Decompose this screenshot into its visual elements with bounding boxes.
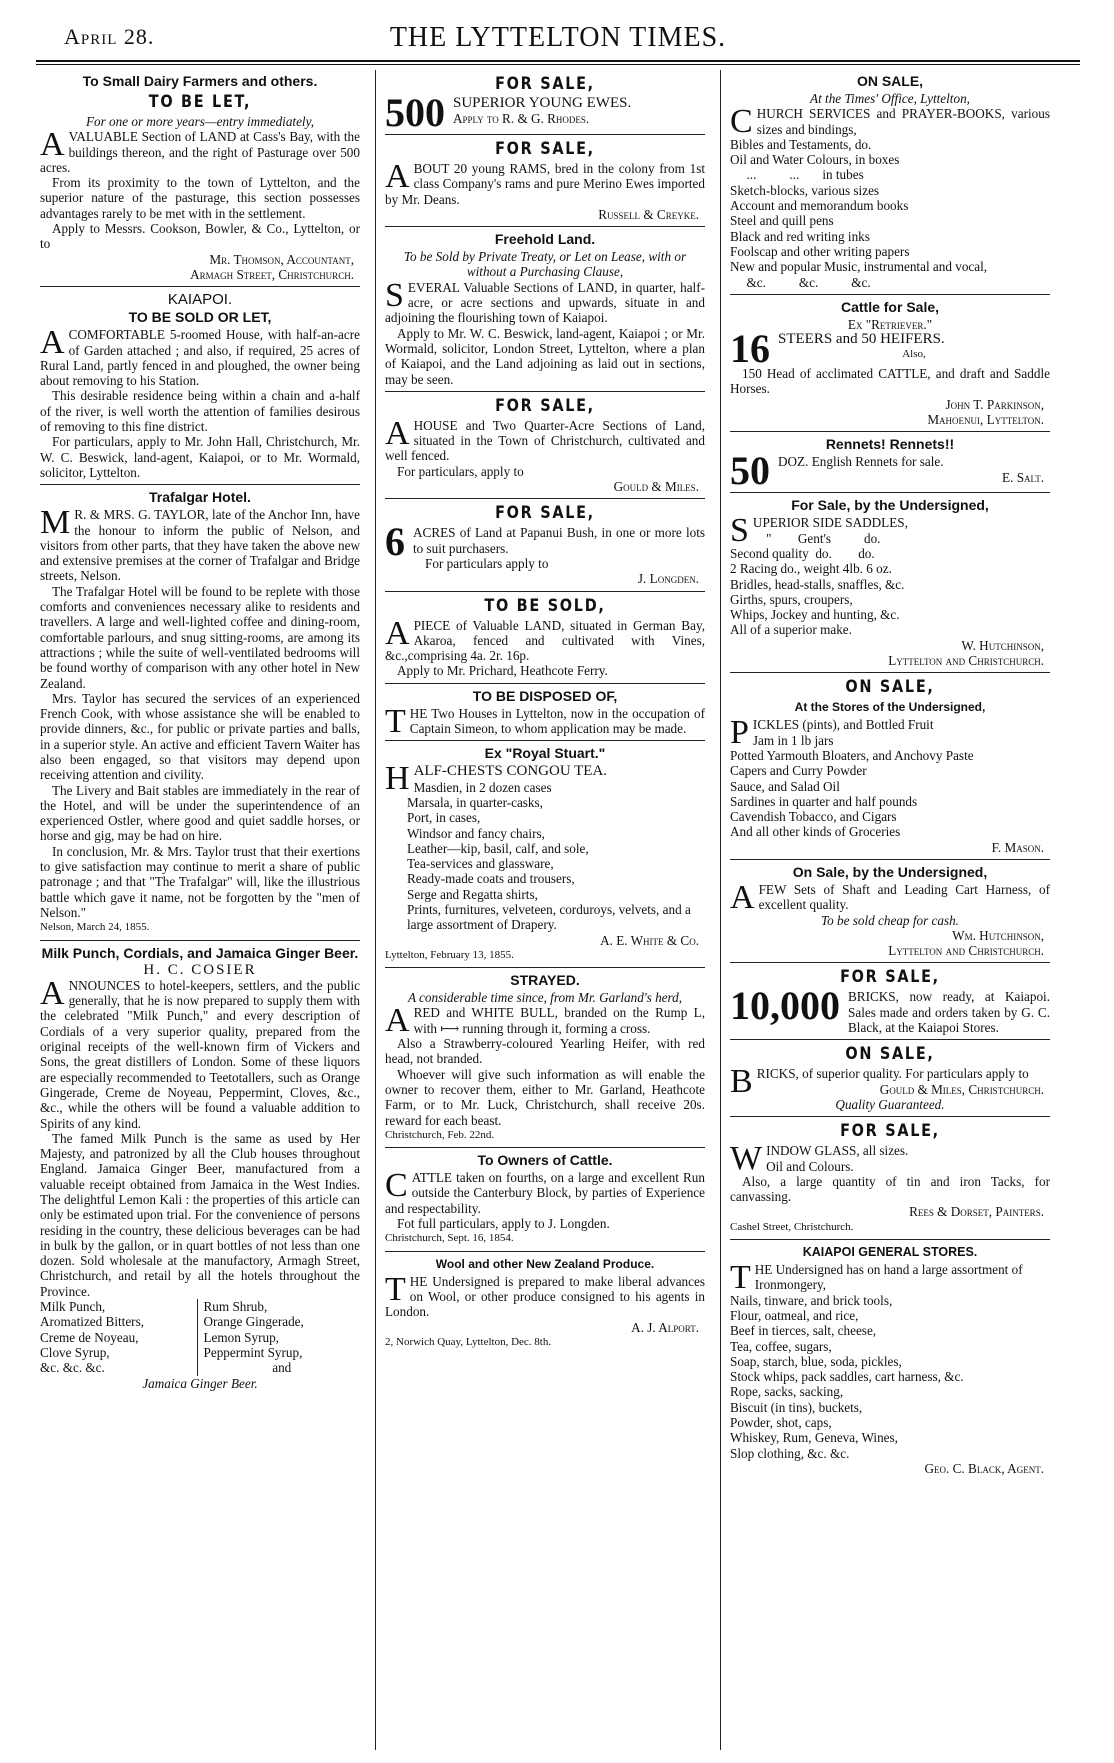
list-item: Potted Yarmouth Bloaters, and Anchovy Paste [730,747,974,763]
ad-text: RED and WHITE BULL, branded on the Rump L, with ⟼ running through it, forming a cross. [413,1005,705,1036]
ad-number: 500 [385,90,445,135]
ad-heading: FOR SALE, [495,395,595,416]
list-item: Foolscap and other writing papers [730,243,910,259]
ad-dateline: Lyttelton, February 13, 1855. [385,948,514,961]
ad-text: Whoever will give such information as will enable the owner to recover them, either to Mr. Garland, Heathcote Farm, or to Mr. Luck, Christchurch, shall receive 20s. reward for each beast. [385,1066,705,1128]
ad-text: 150 Head of acclimated CATTLE, and draft and Saddle Horses. [730,366,1050,397]
drop-cap: A [730,878,755,916]
ad-text: The Livery and Bait stables are immediately in the rear of the Hotel, and will be under the superintendence of an experienced Ostler, where good and quiet saddle horses, or horse and gig, may be had on hire. [40,782,360,844]
list-item: Masdien, in 2 dozen cases [413,779,552,795]
ad-signature: E. Salt. [1002,469,1044,485]
ad-times-office [730,73,1050,290]
ad-text: COMFORTABLE 5-roomed House, with half-an-acre of Garden attached ; and also, if required, 25 acres of Rural Land, partly fenced in and ploughed, the owner being about removing to his Station. [40,327,360,389]
ad-title: To Owners of Cattle. [477,1152,613,1169]
drop-cap: S [385,276,404,314]
drop-cap: C [730,103,753,141]
drop-cap: B [730,1063,753,1101]
list-item: Capers and Curry Powder [730,763,867,779]
ad-title: Rennets! Rennets!! [825,436,955,453]
ad-text: Fot full particulars, apply to J. Longden. [397,1216,610,1232]
column-rule [720,70,721,1750]
ad-title: Cattle for Sale, [840,298,940,315]
ad-freehold-land [385,231,705,387]
drop-cap: A [385,158,410,195]
list-item: Flour, oatmeal, and rice, [730,1307,859,1323]
ad-title: For Sale, by the Undersigned, [791,497,989,514]
ad-disposed [385,687,705,740]
ad-text: The Trafalgar Hotel will be found to be replete with those comforts and conveniences necessary alike to residents and travellers. A large and well-lighted coffee and dining-room, comfortable parlours, and snug sitting-rooms, are among its attractions ; while the suite of well-ventilated bedrooms will be found worthy of comparison with any other hotel in New Zealand. [40,583,360,691]
list-item: Sauce, and Salad Oil [730,778,840,794]
goods-list [730,733,1050,840]
list-item: Sardines in quarter and half pounds [730,793,918,809]
list-item: Nails, tinware, and brick tools, [730,1292,893,1308]
ad-signature: F. Mason. [991,839,1044,855]
list-item: Jam in 1 lb jars [752,732,834,748]
ad-text: ACRES of Land at Papanui Bush, in one or more lots to suit purchasers. [413,525,705,556]
drop-cap: A [40,324,65,362]
list-item: Oil and Water Colours, in boxes [730,152,900,168]
ad-heading: FOR SALE, [495,74,595,94]
list-item: All of a superior make. [730,622,852,638]
list-item: Girths, spurs, croupers, [730,591,853,607]
ad-sub: At the Stores of the Undersigned, [794,700,986,715]
list-item: 2 Racing do., weight 4lb. 6 oz. [730,561,892,577]
ad-text: The famed Milk Punch is the same as used by Her Majesty, and patronized by all the Club houses throughout England. Jamaica Ginger Beer, manufactured from a valuable receipt obtained from Jamaica in the West Indies. The delightful Lemon Kali : the properties of this article can only be estimated upon trial. For the convenience of persons residing in the country, these delicious beverages can be had in bulk by the gallon, or in quart bottles of not less than one dozen. Sold wholesale at the manufactory, Armagh Street, Christchurch, and retail by all the hotels throughout the Province. [40,1130,360,1299]
ad-title: KAIAPOI. [167,291,233,309]
list-item: Tea, coffee, sugars, [730,1338,832,1354]
ad-kaiapoi-stores [730,1244,1050,1476]
ad-number: 16 [730,326,770,372]
ad-text: Apply to R. & G. Rhodes. [453,111,590,127]
ad-dateline: Nelson, March 24, 1855. [40,921,150,934]
list-item: Ready-made coats and trousers, [407,871,575,887]
issue-date: April 28. [64,24,155,49]
ad-text: HURCH SERVICES and PRAYER-BOOKS, various sizes and bindings, [756,106,1050,137]
ad-italic: At the Times' Office, Lyttelton, [810,91,970,106]
list-item: Milk Punch, [40,1299,106,1315]
ad-text: HE Two Houses in Lyttelton, now in the occupation of Captain Simeon, to whom application may be made. [409,705,705,737]
ad-signature: Lyttelton and Christchurch. [888,653,1044,669]
ad-sub: Ex "Retriever." [847,316,933,332]
list-item: ... ... in tubes [730,167,864,183]
list-item: And all other kinds of Groceries [730,824,901,840]
ad-text: Also, a large quantity of tin and iron Tacks, for canvassing. [730,1173,1050,1205]
ad-heading: ON SALE, [856,73,924,89]
list-item: &c. &c. &c. [40,1360,105,1376]
drop-cap: A [385,1002,410,1040]
ad-italic: A considerable time since, from Mr. Garland's herd, [407,990,683,1006]
ad-text: HE Undersigned has on hand a large assortment of [754,1262,1023,1278]
ad-rams [385,139,705,222]
drop-cap: C [385,1167,408,1205]
ad-wool [385,1256,705,1350]
ad-heading: FOR SALE, [495,503,595,524]
ad-signature: John T. Parkinson, [945,396,1044,412]
ad-title: Wool and other New Zealand Produce. [435,1256,655,1271]
drop-cap: P [730,714,749,752]
ad-heading: TO BE SOLD OR LET, [128,309,272,326]
ad-dateline: Christchurch, Sept. 16, 1854. [385,1232,514,1245]
list-item: Second quality do. do. [730,545,875,561]
ad-title: Ex "Royal Stuart." [484,745,606,762]
ad-text: ATTLE taken on fourths, on a large and excellent Run outside the Canterbury Block, by parties of Experience and respectability. [385,1170,705,1216]
ad-signature: Armagh Street, Christchurch. [190,266,354,282]
list-item: Rope, sacks, sacking, [730,1384,844,1400]
ad-signature: Mr. Thomson, Accountant, [209,251,354,267]
ad-title: KAIAPOI GENERAL STORES. [802,1245,978,1260]
ad-text: DOZ. English Rennets for sale. [778,454,944,470]
ad-number: 10,000 [730,983,840,1029]
ad-heading: STRAYED. [510,972,580,989]
list-item: Sketch-blocks, various sizes [730,182,880,198]
goods-list [730,531,1050,638]
list-item: Prints, furnitures, velveteen, corduroys, velvets, and a large assortment of Drapery. [407,901,691,933]
ad-acres [385,503,705,586]
drop-cap: H [385,760,410,798]
masthead-rule [36,60,1080,62]
ad-text: UPERIOR SIDE SADDLES, [752,515,908,531]
ad-italic: Quality Guaranteed. [835,1096,945,1112]
ad-signature: Lyttelton and Christchurch. [888,943,1044,959]
ad-text: ICKLES (pints), and Bottled Fruit [752,717,934,733]
list-item: and [272,1360,292,1376]
list-item: &c. &c. &c. [730,274,871,290]
ad-text: RICKS, of superior quality. For particulars apply to [756,1066,1029,1082]
list-item: Creme de Noyeau, [40,1329,139,1345]
goods-list [730,137,1050,290]
ad-text: Apply to Mr. Prichard, Heathcote Ferry. [397,663,608,679]
column-3 [730,72,1050,1476]
column-2 [385,72,705,1350]
list-item: Beef in tierces, salt, cheese, [730,1323,877,1339]
ad-harness [730,864,1050,958]
ad-text: BRICKS, now ready, at Kaiapoi. Sales made and orders taken by G. C. Black, at the Kaiapoi Stores. [848,989,1050,1036]
ad-text: From its proximity to the town of Lyttelton, and the superior nature of the pasturage, this section possesses advantages rarely to be met with in the settlement. [40,175,360,221]
ad-text: Also a Strawberry-coloured Yearling Heifer, with red head, not branded. [385,1036,705,1067]
ad-text: This desirable residence being within a chain and a-half of the river, is well worth the attention of families desirous of removing to this fine district. [40,388,360,435]
list-item: Slop clothing, &c. &c. [730,1445,850,1461]
ad-pickles [730,677,1050,855]
ad-italic: To be Sold by Private Treaty, or Let on Lease, with or without a Purchasing Clause, [403,249,687,280]
ad-text: For particulars, apply to Mr. John Hall, Christchurch, Mr. W. C. Beswick, land-agent, Kaiapoi, or to Mr. Wormald, solicitor, Lyttelton. [40,434,360,480]
ad-title: On Sale, by the Undersigned, [792,863,988,880]
masthead-rule-thin [36,64,1080,65]
goods-list [730,1277,1050,1461]
list-item: Account and memorandum books [730,198,909,214]
ad-text: HOUSE and Two Quarter-Acre Sections of Land, situated in the Town of Christchurch, cultivated and well fenced. [385,417,705,464]
ad-italic: For one or more years—entry immediately, [85,114,315,129]
ad-title: Freehold Land. [494,231,596,248]
ad-signature: Gould & Miles. [613,479,699,495]
list-item: Rum Shrub, [203,1299,268,1315]
ad-bricks [730,1044,1050,1112]
ad-heading: ON SALE, [845,677,935,698]
ad-text: Mrs. Taylor has secured the services of an experienced French Cook, with whose assistance she will be enabled to provide dinners, &c., for public or private parties and balls, in a superior style. An active and efficient Tavern Waiter has also been engaged, so that visitors may depend upon receiving attention and civility. [40,690,360,783]
drop-cap: A [40,974,65,1012]
ad-milk-punch [40,945,360,1391]
masthead [36,18,1080,58]
drop-cap: A [385,414,410,452]
drop-cap: T [385,1270,406,1308]
ad-text: FEW Sets of Shaft and Leading Cart Harness, of excellent quality. [758,881,1050,913]
ad-text: EVERAL Valuable Sections of LAND, in quarter, half-acre, or acre sections and upwards, situate in and adjoining the flourishing town of Kaiapoi. [385,279,705,326]
product-list [40,1299,360,1375]
ad-bricks-kaiapoi [730,967,1050,1035]
drop-cap: A [40,126,65,164]
ad-saddles [730,497,1050,668]
ad-text: SUPERIOR YOUNG EWES. [453,95,632,111]
ad-dateline: 2, Norwich Quay, Lyttelton, Dec. 8th. [385,1335,552,1348]
ad-title: Trafalgar Hotel. [149,489,251,506]
ad-text: For particulars apply to [425,555,549,571]
ad-house [385,396,705,494]
list-item: Ironmongery, [754,1277,827,1293]
ad-text: In conclusion, Mr. & Mrs. Taylor trust that their exertions to give satisfaction may continue to merit a share of public patronage ; and that "The Trafalgar" will, like the illustrious battle which gave it name, not be forgotten by the "men of Nelson." [40,843,360,920]
ad-owners-of-cattle [385,1152,705,1246]
ad-text: VALUABLE Section of LAND at Cass's Bay, with the buildings thereon, and the right of Pasturage over 500 acres. [40,129,360,175]
ad-window-glass [730,1121,1050,1235]
ad-heading: FOR SALE, [495,139,595,159]
ad-signature: Rees & Dorset, Painters. [909,1204,1044,1220]
ad-trafalgar-hotel [40,489,360,935]
ad-heading: FOR SALE, [840,1121,940,1142]
column-1 [40,72,360,1391]
ad-signature: Wm. Hutchinson, [952,927,1044,943]
ad-text: NNOUNCES to hotel-keepers, settlers, and the public generally, that he is now prepared to supply them with the celebrated "Milk Punch," and every description of Cordials of a very superior quality, prepared from the original receipts of the well-known firm of Vickers and Sons, the great distillers of London. Some of these liquors are especially recommended to Teetotallers, such as Orange Gingerade, Creme de Noyeau, Peppermint, Cloves, &c., &c., while the others will be found a valuable addition to Spirits of any kind. [40,977,360,1131]
ad-signature: J. Longden. [637,571,699,587]
ad-heading: TO BE DISPOSED OF, [472,687,618,704]
list-item: Leather—kip, basil, calf, and sole, [407,840,589,856]
drop-cap: M [40,504,71,542]
list-item: Serge and Regatta shirts, [407,886,538,902]
drop-cap: A [385,614,410,652]
ad-dairy-land [40,73,360,282]
list-item: Tea-services and glassware, [407,856,554,872]
list-item: Biscuit (in tins), buckets, [730,1399,863,1415]
list-item: Lemon Syrup, [203,1329,279,1345]
ad-text: R. & MRS. G. TAYLOR, late of the Anchor Inn, have the honour to inform the public of Nelson, and visitors from other parts, that they have taken the above new and extensive premises at the corner of Trafalgar and Bridge streets, Nelson. [40,507,360,584]
list-item: New and popular Music, instrumental and vocal, [730,259,988,275]
ad-signature: Russell & Creyke. [598,206,699,222]
ad-title: Milk Punch, Cordials, and Jamaica Ginger Beer. [41,944,359,961]
list-item: Orange Gingerade, [203,1314,304,1330]
drop-cap: S [730,512,749,550]
ad-title: To Small Dairy Farmers and others. [82,73,318,89]
ad-text: INDOW GLASS, all sizes. [766,1143,909,1159]
column-rule [375,70,376,1750]
list-item: Windsor and fancy chairs, [407,825,545,841]
ad-heading: FOR SALE, [840,967,940,988]
list-item: Clove Syrup, [40,1344,110,1360]
ad-signature: A. E. White & Co. [600,932,699,948]
ad-heading: ON SALE, [845,1044,935,1065]
drop-cap: W [730,1140,763,1178]
ad-text: Apply to Mr. W. C. Beswick, land-agent, Kaiapoi ; or Mr. Wormald, solicitor, London Street, Lyttelton, where a plan of Kaiapoi, and the Land adjoining as laid out in sections, may be seen. [385,325,705,387]
ad-ewes [385,74,705,135]
drop-cap: T [730,1259,751,1297]
list-item: Black and red writing inks [730,228,870,244]
ad-text: Apply to Messrs. Cookson, Bowler, & Co., Lyttelton, or to [40,221,360,252]
ad-royal-stuart [385,745,705,963]
ad-name: H. C. COSIER [143,961,257,978]
goods-list [385,780,705,933]
ad-number: 6 [385,519,405,565]
ad-text: For particulars, apply to [397,463,524,479]
list-item: Peppermint Syrup, [203,1344,303,1360]
ad-text: PIECE of Valuable LAND, situated in German Bay, Akaroa, fenced and cultivated with Vines, &c.,comprising 4a. 2r. 16p. [385,617,705,664]
ad-text: Also, [902,348,926,361]
list-item: Stock whips, pack saddles, cart harness, &c. [730,1369,964,1385]
list-item: " Gent's do. [752,530,881,546]
drop-cap: T [385,702,406,740]
list-item: Whiskey, Rum, Geneva, Wines, [730,1430,898,1446]
ad-signature: W. Hutchinson, [961,637,1044,653]
ad-text: ALF-CHESTS CONGOU TEA. [413,763,608,780]
list-item: Powder, shot, caps, [730,1415,832,1430]
list-item: Bridles, head-stalls, snaffles, &c. [730,576,905,592]
ad-text: Oil and Colours. [766,1158,854,1174]
ad-strayed [385,972,705,1143]
ad-dateline: Cashel Street, Christchurch. [730,1220,854,1233]
ad-text: STEERS and 50 HEIFERS. [778,331,945,348]
ad-signature: Gould & Miles, Christchurch. [879,1081,1044,1097]
ad-italic: To be sold cheap for cash. [821,912,959,928]
list-item: Steel and quill pens [730,213,834,229]
ad-dateline: Christchurch, Feb. 22nd. [385,1128,495,1141]
list-item: Whips, Jockey and hunting, &c. [730,607,900,623]
ad-number: 50 [730,448,770,494]
ad-to-be-sold [385,596,705,679]
ad-signature: Geo. C. Black, Agent. [924,1460,1044,1476]
newspaper-title: THE LYTTELTON TIMES. [389,22,727,53]
list-item: Marsala, in quarter-casks, [407,794,543,810]
ad-text: BOUT 20 young RAMS, bred in the colony from 1st class Company's rams and pure Merino Ewes imported by Mr. Deans. [385,161,705,207]
list-item: Port, in cases, [407,810,481,826]
list-item: Soap, starch, blue, soda, pickles, [730,1353,902,1369]
ad-cattle-for-sale [730,299,1050,427]
list-item: Cavendish Tobacco, and Cigars [730,809,897,825]
ad-heading: TO BE LET, [148,92,252,112]
ad-kaiapoi-house [40,291,360,480]
ad-signature: Mahoenui, Lyttelton. [927,412,1044,428]
ad-signature: A. J. Alport. [631,1319,699,1335]
ad-text: HE Undersigned is prepared to make liberal advances on Wool, or other produce consigned to his agents in London. [385,1273,705,1320]
ad-footer: Jamaica Ginger Beer. [142,1375,258,1391]
ad-heading: TO BE SOLD, [484,595,606,616]
list-item: Bibles and Testaments, do. [730,136,872,152]
ad-rennets [730,436,1050,494]
list-item: Aromatized Bitters, [40,1314,145,1330]
